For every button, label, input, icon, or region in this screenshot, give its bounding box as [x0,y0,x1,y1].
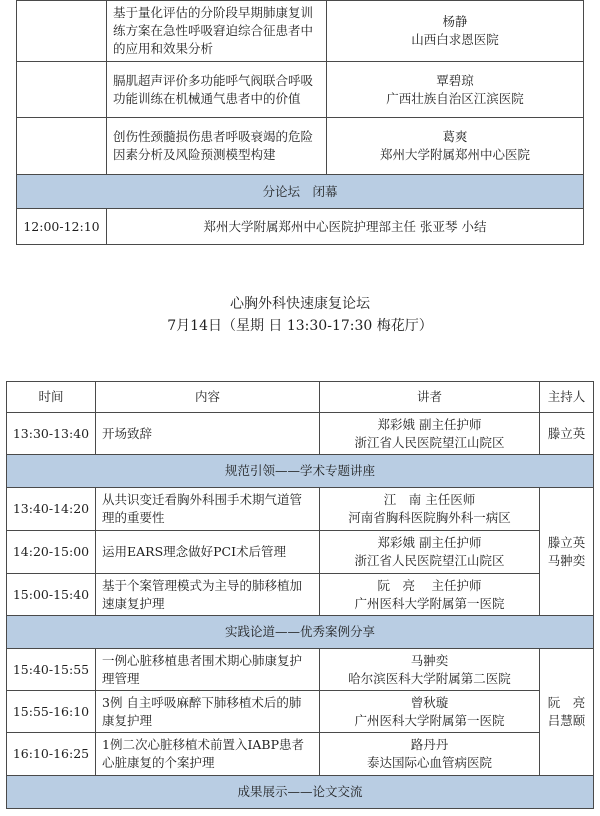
speaker-cell [327,118,584,175]
talk-content: 基于个案管理模式为主导的肺移植加速康复护理 [96,574,320,616]
table-row [17,118,584,175]
time-cell: 15:40-15:55 [7,649,96,691]
table-header-row [7,382,594,413]
table-row [17,209,584,245]
speaker-cell [320,733,540,776]
speaker-cell [320,574,540,616]
speaker-org: 广州医科大学附属第一医院 [354,712,505,728]
section-band [17,175,584,209]
speaker-org: 河南省胸科医院胸外科一病区 [348,510,511,525]
speaker-cell [320,413,540,455]
forum-subtitle: 7月14日（星期 日 13:30-17:30 梅花厅） [167,318,433,334]
section-band-label: 成果展示——论文交流 [7,776,594,809]
closing-summary: 郑州大学附属郑州中心医院护理部主任 张亚琴 小结 [107,209,584,245]
table-row [7,413,594,455]
talk-content: 基于量化评估的分阶段早期肺康复训练方案在急性呼吸窘迫综合征患者中的应用和效果分析 [107,1,327,62]
speaker-cell [327,62,584,118]
speaker-name: 杨静 [442,14,468,29]
speaker-org: 哈尔滨医科大学附属第二医院 [348,670,511,686]
host-cell: 滕立英 [540,413,594,455]
talk-content: 开场致辞 [96,413,320,455]
speaker-org: 泰达国际心血管病医院 [366,755,492,770]
talk-content: 从共识变迁看胸外科围手术期气道管理的重要性 [96,488,320,531]
header-speaker: 讲者 [320,382,540,413]
section-band [7,616,594,649]
speaker-org: 浙江省人民医院望江山院区 [354,553,505,568]
speaker-org: 广西壮族自治区江滨医院 [386,90,524,106]
closing-band: 分论坛 闭幕 [17,175,584,209]
speaker-name: 马翀奕 [410,652,449,668]
time-cell: 15:00-15:40 [7,574,96,616]
table-row [17,62,584,118]
speaker-org: 广州医科大学附属第一医院 [354,595,505,611]
header-host: 主持人 [540,382,594,413]
table-row [17,1,584,62]
main-schedule-table [6,381,594,809]
time-cell: 16:10-16:25 [7,733,96,776]
section-band [7,776,594,809]
header-time: 时间 [7,382,96,413]
table-row [7,574,594,616]
top-schedule-table [16,0,584,245]
time-cell: 13:40-14:20 [7,488,96,531]
host-cell: 滕立英 马翀奕 [540,488,594,616]
speaker-cell [327,1,584,62]
table-row [7,733,594,776]
speaker-org: 郑州大学附属郑州中心医院 [379,147,530,162]
speaker-name: 江 南 主任医师 [383,492,476,507]
speaker-org: 浙江省人民医院望江山院区 [354,434,505,450]
time-cell: 14:20-15:00 [7,531,96,574]
section-band-label: 实践论道——优秀案例分享 [7,616,594,649]
speaker-cell [320,691,540,733]
section-band [7,455,594,488]
host-cell: 阮 亮 吕慧颐 [540,649,594,776]
time-cell: 15:55-16:10 [7,691,96,733]
table-row [7,649,594,691]
speaker-name: 阮 亮 主任护师 [377,577,482,593]
section-band-label: 规范引领——学术专题讲座 [7,455,594,488]
forum-title: 心胸外科快速康复论坛 [230,296,370,312]
speaker-name: 郑彩娥 副主任护师 [377,535,482,550]
speaker-org: 山西白求恩医院 [411,32,499,47]
time-cell: 12:00-12:10 [17,209,107,245]
time-cell: 13:30-13:40 [7,413,96,455]
talk-content: 3例 自主呼吸麻醉下肺移植术后的肺康复护理 [96,691,320,733]
talk-content: 运用EARS理念做好PCI术后管理 [96,531,320,574]
table-row [7,531,594,574]
talk-content: 1例二次心脏移植术前置入IABP患者心脏康复的个案护理 [96,733,320,776]
speaker-name: 曾秋璇 [410,694,449,710]
speaker-name: 郑彩娥 副主任护师 [377,416,482,432]
talk-content: 一例心脏移植患者围术期心肺康复护理管理 [96,649,320,691]
speaker-name: 路丹丹 [410,737,449,752]
table-row [7,488,594,531]
speaker-cell [320,649,540,691]
speaker-cell [320,488,540,531]
talk-content: 膈肌超声评价多功能呼气阀联合呼吸功能训练在机械通气患者中的价值 [107,62,327,118]
speaker-name: 葛爽 [442,129,468,144]
speaker-name: 覃碧琼 [436,72,474,88]
talk-content: 创伤性颈髓损伤患者呼吸衰竭的危险因素分析及风险预测模型构建 [107,118,327,175]
header-content: 内容 [96,382,320,413]
table-row [7,691,594,733]
speaker-cell [320,531,540,574]
